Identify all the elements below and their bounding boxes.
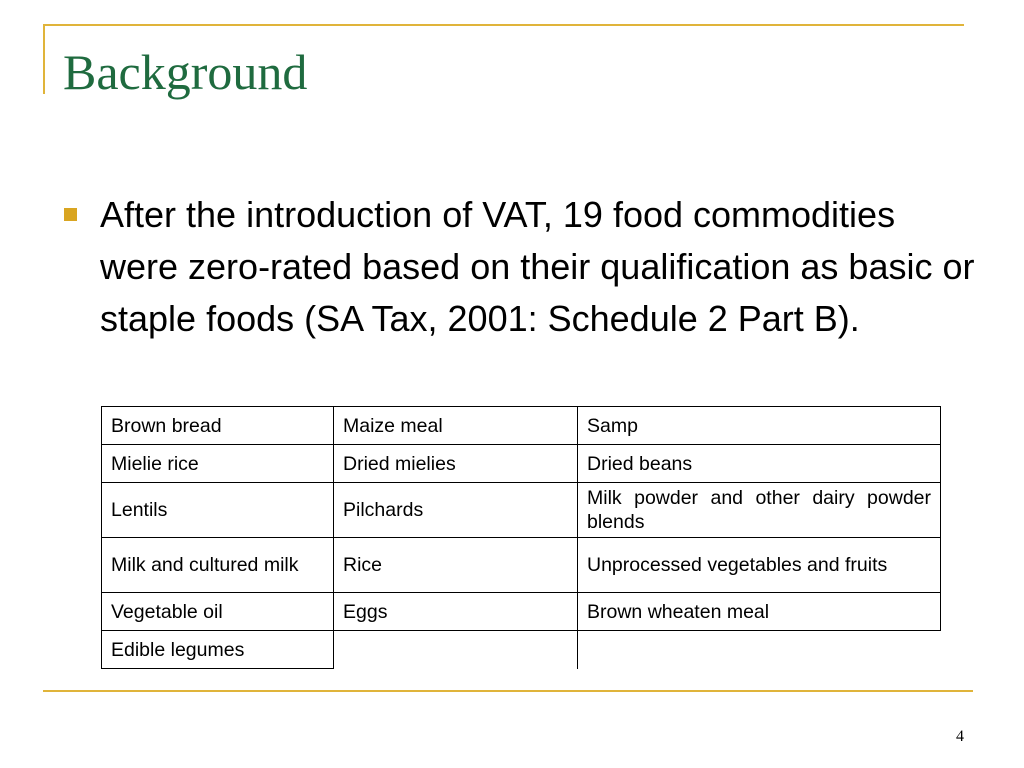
- bullet-text: After the introduction of VAT, 19 food commodities were zero-rated based on their qualification as basic or staple foods (SA Tax, 2001: Schedule 2 Part B).: [100, 194, 975, 339]
- table-cell: Mielie rice: [102, 445, 334, 483]
- table-cell: Brown wheaten meal: [578, 593, 941, 631]
- table-cell: Dried mielies: [334, 445, 578, 483]
- table-row: [102, 445, 941, 483]
- table-cell: Edible legumes: [102, 631, 334, 669]
- table-cell: Milk powder and other dairy powder blends: [578, 483, 941, 538]
- table-cell: Lentils: [102, 483, 334, 538]
- table-cell: Pilchards: [334, 483, 578, 538]
- table-cell: Eggs: [334, 593, 578, 631]
- left-accent-line: [43, 24, 45, 94]
- zero-rated-foods-table: [101, 406, 941, 669]
- table-cell: Unprocessed vegetables and fruits: [578, 538, 941, 593]
- table-cell: Rice: [334, 538, 578, 593]
- table-cell: Vegetable oil: [102, 593, 334, 631]
- table-cell: Samp: [578, 407, 941, 445]
- table-row: [102, 593, 941, 631]
- table-row: [102, 407, 941, 445]
- top-accent-line: [43, 24, 964, 26]
- square-bullet-icon: [64, 208, 77, 221]
- table-cell-empty: [334, 631, 578, 669]
- table-row: [102, 538, 941, 593]
- table-cell: Dried beans: [578, 445, 941, 483]
- slide-title: Background: [63, 44, 308, 100]
- table-row: [102, 631, 941, 669]
- table-cell: Maize meal: [334, 407, 578, 445]
- table-row: [102, 483, 941, 538]
- table-cell: Brown bread: [102, 407, 334, 445]
- page-number: 4: [956, 728, 964, 745]
- table-cell-empty: [578, 631, 941, 669]
- bottom-accent-line: [43, 690, 973, 692]
- table-cell: Milk and cultured milk: [102, 538, 334, 593]
